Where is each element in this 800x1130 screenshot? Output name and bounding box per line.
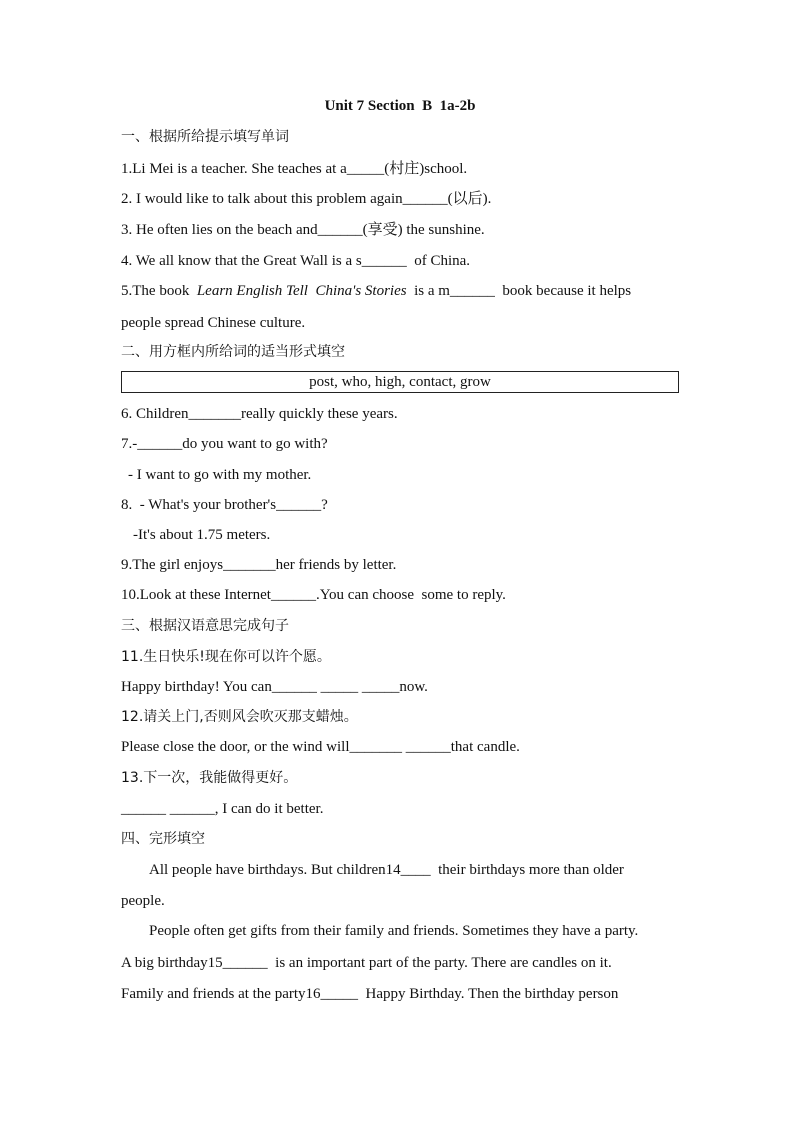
question-5-continuation: people spread Chinese culture. <box>121 315 306 331</box>
question-12-english: Please close the door, or the wind will_______ ______that candle. <box>121 739 520 755</box>
question-6: 6. Children_______really quickly these years. <box>121 406 398 422</box>
book-title: Learn English Tell China's Stories <box>196 283 407 299</box>
question-13-chinese: 13.下一次，我能做得更好。 <box>121 770 298 786</box>
question-11-english: Happy birthday! You can______ _____ _____now. <box>121 679 428 695</box>
word-bank-box: post, who, high, contact, grow <box>121 371 679 393</box>
question-7: 7.-______do you want to go with? <box>121 436 328 452</box>
question-9: 9.The girl enjoys_______her friends by letter. <box>121 557 397 573</box>
passage-paragraph-2-line-1: People often get gifts from their family and friends. Sometimes they have a party. <box>149 923 639 939</box>
section2-heading: 二、用方框内所给词的适当形式填空 <box>121 344 345 360</box>
question-3: 3. He often lies on the beach and______(享受) the sunshine. <box>121 222 485 238</box>
question-5-prefix: 5.The book <box>121 283 197 299</box>
passage-paragraph-2-line-3: Family and friends at the party16_____ Happy Birthday. Then the birthday person <box>121 986 619 1002</box>
question-5-suffix: is a m______ book because it helps <box>406 283 632 299</box>
question-1: 1.Li Mei is a teacher. She teaches at a_____(村庄)school. <box>121 161 468 177</box>
question-4: 4. We all know that the Great Wall is a s______ of China. <box>121 253 471 269</box>
passage-paragraph-2-line-2: A big birthday15______ is an important part of the party. There are candles on it. <box>121 955 612 971</box>
question-12-chinese: 12.请关上门,否则风会吹灭那支蜡烛。 <box>121 709 358 725</box>
question-11-chinese: 11.生日快乐!现在你可以许个愿。 <box>121 649 331 665</box>
question-7-answer: - I want to go with my mother. <box>128 467 312 483</box>
section4-heading: 四、完形填空 <box>121 831 205 847</box>
question-10: 10.Look at these Internet______.You can choose some to reply. <box>121 587 506 603</box>
question-5 <box>121 281 631 301</box>
section1-heading: 一、根据所给提示填写单词 <box>121 129 289 145</box>
question-13-english: ______ ______, I can do it better. <box>121 801 324 817</box>
section3-heading: 三、根据汉语意思完成句子 <box>121 618 289 634</box>
passage-paragraph-1-line-2: people. <box>121 893 165 909</box>
question-2: 2. I would like to talk about this problem again______(以后). <box>121 191 492 207</box>
question-8-answer: -It's about 1.75 meters. <box>133 527 271 543</box>
passage-paragraph-1-line-1: All people have birthdays. But children14____ their birthdays more than older <box>149 862 624 878</box>
page-title: Unit 7 Section B 1a-2b <box>324 98 476 114</box>
question-8: 8. - What's your brother's______? <box>121 497 328 513</box>
